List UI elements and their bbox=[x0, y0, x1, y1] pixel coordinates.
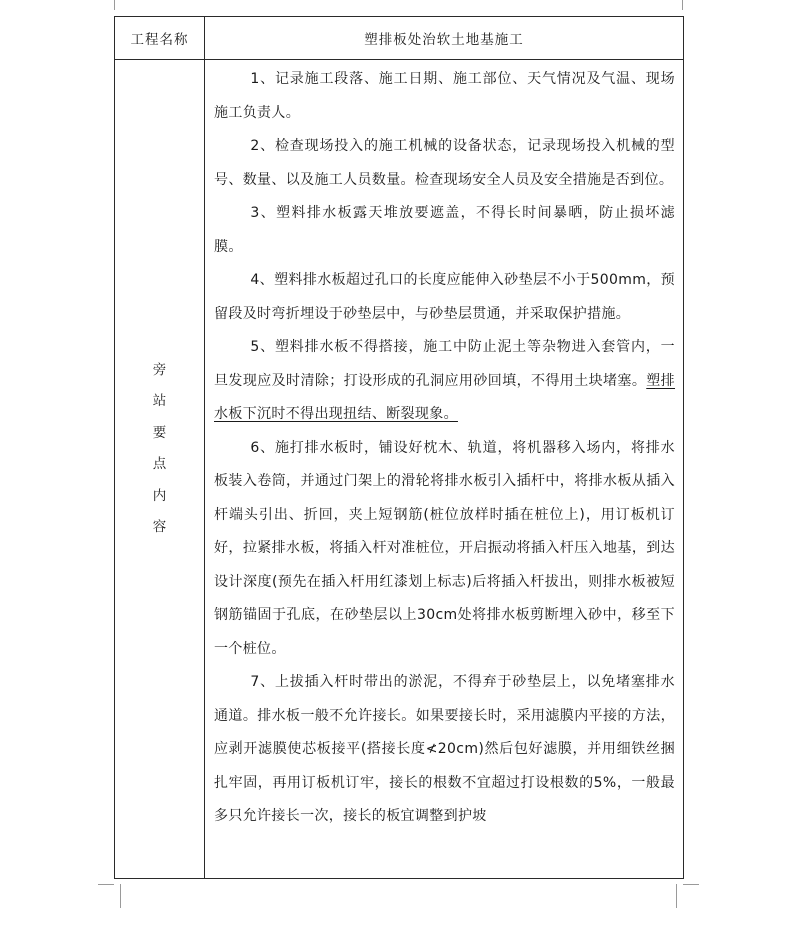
crop-mark bbox=[120, 884, 121, 908]
paragraph-5-text: 5、塑料排水板不得搭接，施工中防止泥土等杂物进入套管内，一旦发现应及时清除；打设形成的孔洞应用砂回填，不得用土块堵塞。 bbox=[214, 339, 675, 389]
side-label-char: 容 bbox=[152, 519, 167, 535]
supervision-points bbox=[214, 60, 675, 834]
side-label bbox=[153, 355, 167, 544]
project-name-label: 工程名称 bbox=[115, 17, 205, 60]
side-label-char: 点 bbox=[152, 456, 167, 472]
project-name-value: 塑排板处治软土地基施工 bbox=[205, 17, 684, 60]
side-label-char: 站 bbox=[152, 393, 167, 409]
side-label-char: 旁 bbox=[152, 361, 167, 378]
content-row bbox=[115, 60, 684, 879]
paragraph-2: 2、检查现场投入的施工机械的设备状态，记录现场投入机械的型号、数量、以及施工人员数量。检查现场安全人员及安全措施是否到位。 bbox=[214, 138, 675, 188]
paragraph-3: 3、塑料排水板露天堆放要遮盖，不得长时间暴晒，防止损坏滤膜。 bbox=[214, 205, 675, 255]
content-cell bbox=[205, 60, 684, 879]
crop-mark bbox=[114, 0, 115, 10]
paragraph-6: 6、施打排水板时，铺设好枕木、轨道，将机器移入场内，将排水板装入卷筒，并通过门架上的滑轮将排水板引入插杆中，将排水板从插入杆端头引出、折回，夹上短钢筋(桩位放样时插在桩位上)，用订板机订好，拉紧排水板，将插入杆对准桩位，开启振动将插入杆压入地基，到达设计深度(预先在插入杆用红漆划上标志)后将插入杆拔出，则排水板被短钢筋锚固于孔底，在砂垫层以上30cm处将排水板剪断埋入砂中，移至下一个桩位。 bbox=[214, 439, 675, 657]
side-label-cell bbox=[115, 60, 205, 879]
side-label-char: 要 bbox=[152, 424, 167, 441]
paragraph-7: 7、上拔插入杆时带出的淤泥，不得弃于砂垫层上，以免堵塞排水通道。排水板一般不允许接长。如果要接长时，采用滤膜内平接的方法，应剥开滤膜使芯板接平(搭接长度≮20cm)然后包好滤膜，并用细铁丝捆扎牢固，再用订板机订牢，接长的根数不宜超过打设根数的5%，一般最多只允许接长一次，接长的板宜调整到护坡 bbox=[214, 674, 675, 824]
crop-mark bbox=[683, 884, 699, 885]
paragraph-5-underlined: 塑排水板下沉时不得出现扭结、断裂现象。 bbox=[214, 372, 676, 422]
crop-mark bbox=[676, 884, 677, 908]
header-row bbox=[115, 17, 684, 60]
crop-mark bbox=[98, 884, 114, 885]
side-label-char: 内 bbox=[152, 487, 167, 504]
paragraph-4: 4、塑料排水板超过孔口的长度应能伸入砂垫层不小于500mm，预留段及时弯折埋设于砂垫层中，与砂垫层贯通，并采取保护措施。 bbox=[214, 272, 675, 322]
paragraph-5 bbox=[214, 331, 675, 432]
paragraph-1: 1、记录施工段落、施工日期、施工部位、天气情况及气温、现场施工负责人。 bbox=[214, 71, 675, 121]
supervision-form-table bbox=[114, 16, 684, 879]
crop-mark bbox=[682, 0, 683, 10]
